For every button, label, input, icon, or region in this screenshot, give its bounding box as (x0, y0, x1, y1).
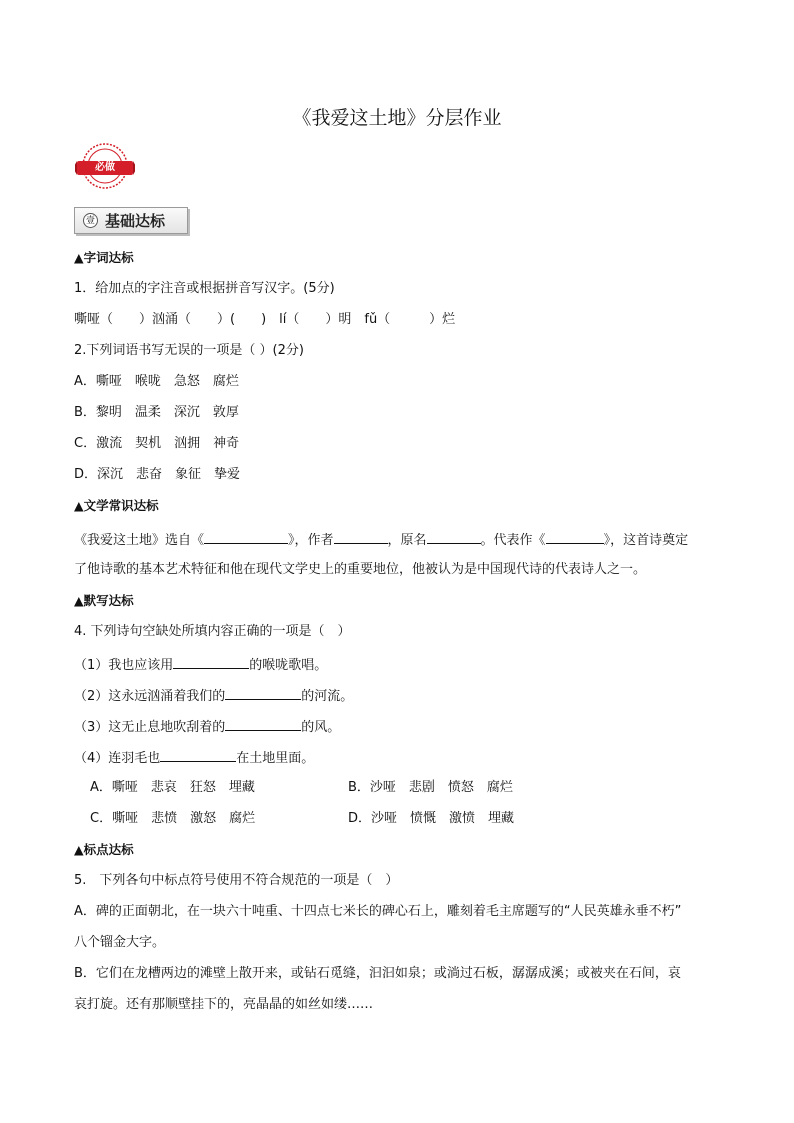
q4-option: B．沙哑 悲剧 愤怒 腐烂 (348, 780, 513, 795)
answer-blank[interactable] (546, 528, 604, 544)
q4-option: D．沙哑 愤慨 激愤 埋藏 (348, 811, 515, 826)
q5-stem: 5. 下列各句中标点符号使用不符合规范的一项是（ ） (74, 873, 399, 888)
q5-option-b: B．它们在龙槽两边的滩壁上散开来，或钻石觅缝，汩汩如泉；或淌过石板，潺潺成溪；或被夹在石间，哀 (74, 966, 681, 981)
q2-option: A．嘶哑 喉咙 急怒 腐烂 (74, 374, 239, 389)
section-heading: ▲文学常识达标 (74, 498, 159, 513)
answer-blank[interactable] (173, 653, 249, 669)
q4-option: C．嘶哑 悲愤 激怒 腐烂 (90, 811, 256, 826)
q4-item (74, 653, 327, 676)
badge-label: 必做 (95, 162, 115, 173)
q4-stem: 4. 下列诗句空缺处所填内容正确的一项是（ ） (74, 624, 351, 639)
answer-blank[interactable] (427, 528, 481, 544)
q3-part: ，原名 (387, 533, 427, 548)
q3-part: 《我爱这土地》选自《 (74, 533, 205, 548)
answer-blank[interactable] (334, 528, 388, 544)
section-heading: ▲默写达标 (74, 593, 134, 608)
q5-option-b-cont: 哀打旋。还有那顺壁挂下的，亮晶晶的如丝如缕…… (74, 997, 374, 1012)
q3-part: 》，这首诗奠定 (603, 533, 689, 548)
answer-blank[interactable] (225, 684, 301, 700)
q4-item (74, 684, 353, 707)
q4-item (74, 746, 314, 769)
q4-option: A．嘶哑 悲哀 狂怒 埋藏 (90, 780, 255, 795)
q4-item-text: 的风。 (301, 720, 341, 735)
q1-line: 嘶哑（ ）汹涌（ ）( ) lí（ ）明 fǔ（ ）烂 (74, 312, 456, 327)
q4-item (74, 715, 340, 738)
q4-item-text: 在土地里面。 (236, 751, 315, 766)
q1-stem: 1．给加点的字注音或根据拼音写汉字。(5分) (74, 281, 335, 296)
section-tag (74, 207, 188, 234)
q4-item-text: （3）这无止息地吹刮着的 (74, 720, 226, 735)
q2-stem: 2.下列词语书写无误的一项是（ ）(2分) (74, 343, 304, 358)
answer-blank[interactable] (204, 528, 288, 544)
q4-item-text: 的河流。 (301, 689, 354, 704)
tag-label: 基础达标 (105, 212, 166, 230)
answer-blank[interactable] (225, 715, 301, 731)
q4-item-text: 的喉咙歌唱。 (249, 658, 328, 673)
q5-option-a: A．碑的正面朝北，在一块六十吨重、十四点七米长的碑心石上，雕刻着毛主席题写的“人民英雄永垂不朽” (74, 904, 682, 919)
q3-line1 (74, 528, 688, 551)
must-do-badge (75, 142, 135, 192)
section-heading: ▲字词达标 (74, 250, 134, 265)
q2-option: D．深沉 悲奋 象征 挚爱 (74, 467, 241, 482)
q4-item-text: （2）这永远汹涌着我们的 (74, 689, 226, 704)
q4-item-text: （4）连羽毛也 (74, 751, 161, 766)
section-heading: ▲标点达标 (74, 842, 134, 857)
tag-number: 壹 (83, 213, 98, 228)
q2-option: B．黎明 温柔 深沉 敦厚 (74, 405, 239, 420)
answer-blank[interactable] (160, 746, 236, 762)
q3-part: 》，作者 (288, 533, 334, 548)
q4-item-text: （1）我也应该用 (74, 658, 174, 673)
page-title: 《我爱这土地》分层作业 (292, 107, 502, 129)
q2-option: C．激流 契机 汹拥 神奇 (74, 436, 240, 451)
q3-line2: 了他诗歌的基本艺术特征和他在现代文学史上的重要地位，他被认为是中国现代诗的代表诗人之一。 (74, 562, 647, 577)
q3-part: 。代表作《 (480, 533, 546, 548)
q5-option-a-cont: 八个镏金大字。 (74, 935, 166, 950)
